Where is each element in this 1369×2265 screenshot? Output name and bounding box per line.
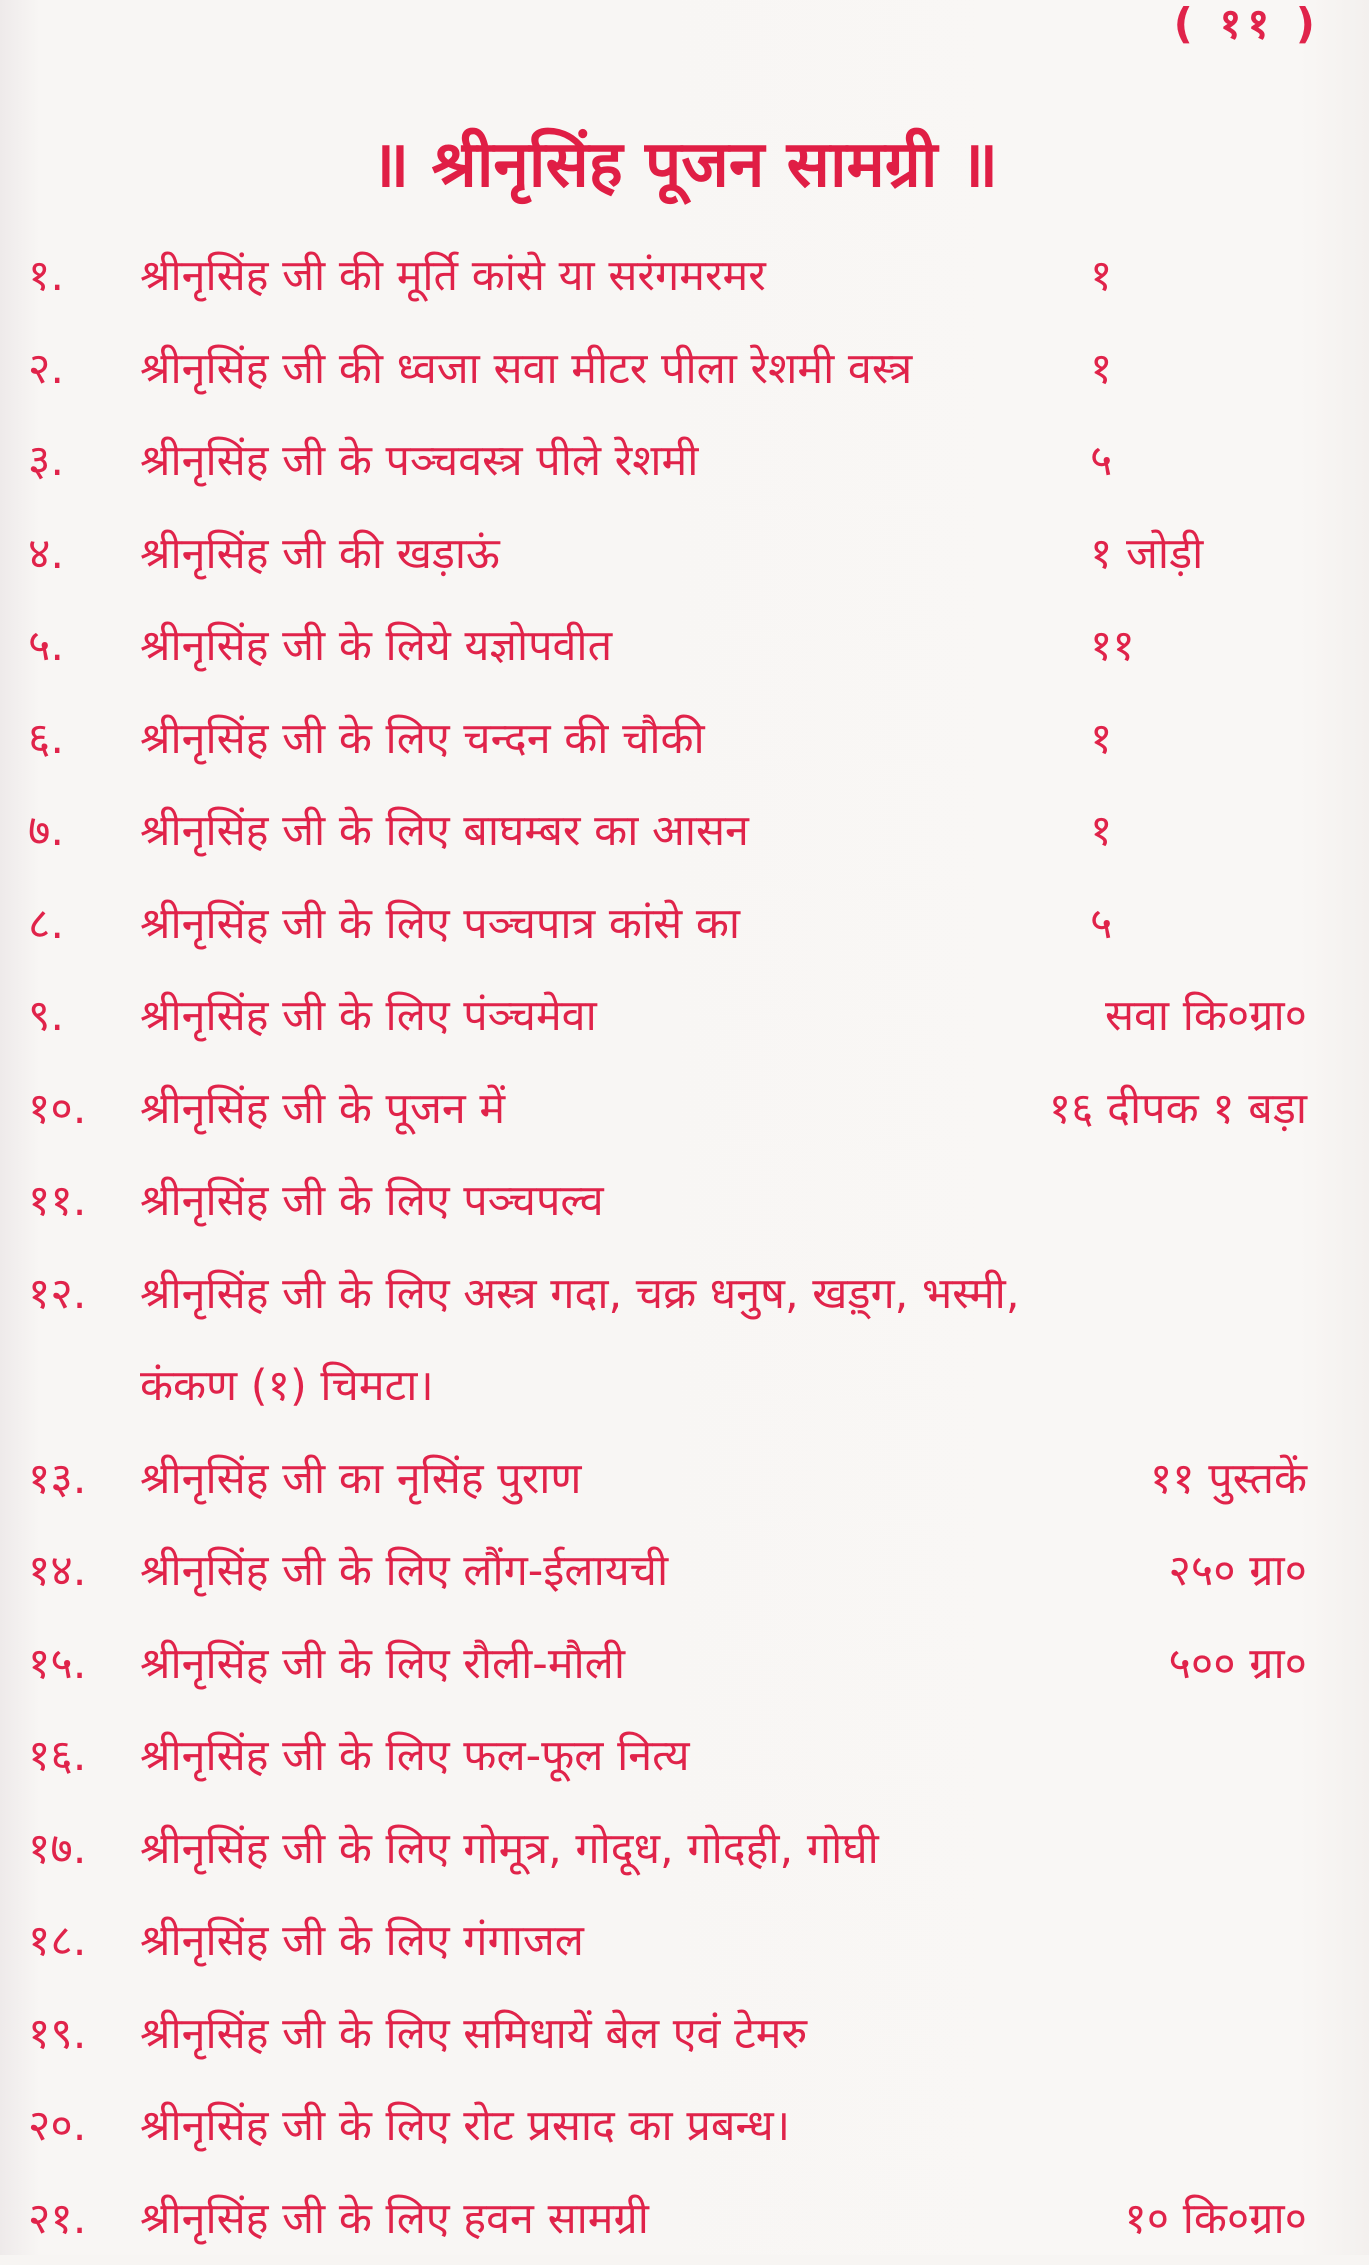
- list-item: [0, 600, 1369, 693]
- list-item: [0, 1525, 1369, 1618]
- item-quantity: १६ दीपक १ बड़ा: [1049, 1063, 1307, 1155]
- list-item: [0, 323, 1369, 416]
- item-text: श्रीनृसिंह जी के लिए रौली-मौली: [140, 1618, 625, 1710]
- item-quantity: १० कि०ग्रा०: [1124, 2173, 1307, 2265]
- list-item: [0, 1618, 1369, 1711]
- item-text: श्रीनृसिंह जी के लिए गोमूत्र, गोदूध, गोदही, गोघी: [140, 1803, 879, 1895]
- list-item: [0, 785, 1369, 878]
- list-item: [0, 1248, 1369, 1341]
- list-item: [0, 1433, 1369, 1526]
- item-text: श्रीनृसिंह जी के लिये यज्ञोपवीत: [140, 600, 612, 692]
- item-quantity: ११: [1090, 600, 1135, 692]
- item-text: श्रीनृसिंह जी की मूर्ति कांसे या सरंगमरमर: [140, 230, 766, 322]
- item-number: १०.: [28, 1063, 138, 1155]
- item-number: १७.: [28, 1803, 138, 1895]
- list-item: [0, 230, 1369, 323]
- item-text: श्रीनृसिंह जी के पूजन में: [140, 1063, 505, 1155]
- item-text: श्रीनृसिंह जी की ध्वजा सवा मीटर पीला रेशमी वस्त्र: [140, 323, 912, 415]
- item-quantity: ५०० ग्रा०: [1169, 1618, 1308, 1710]
- item-text: श्रीनृसिंह जी की खड़ाऊं: [140, 508, 500, 600]
- item-list: [0, 230, 1369, 2265]
- list-item: [0, 970, 1369, 1063]
- item-text: श्रीनृसिंह जी के लिए बाघम्बर का आसन: [140, 785, 749, 877]
- item-quantity: १ जोड़ी: [1090, 508, 1203, 600]
- item-text: श्रीनृसिंह जी के लिए रोट प्रसाद का प्रबन्ध।: [140, 2080, 790, 2172]
- item-text: श्रीनृसिंह जी के लिए समिधायें बेल एवं टेमरु: [140, 1988, 807, 2080]
- item-quantity: २५० ग्रा०: [1169, 1525, 1308, 1617]
- item-number: ११.: [28, 1155, 138, 1247]
- item-text: श्रीनृसिंह जी के लिए पंञ्चमेवा: [140, 970, 597, 1062]
- item-number: १३.: [28, 1433, 138, 1525]
- item-text: श्रीनृसिंह जी के लिए हवन सामग्री: [140, 2173, 649, 2265]
- item-number: १८.: [28, 1895, 138, 1987]
- item-number: ८.: [28, 878, 138, 970]
- item-text: श्रीनृसिंह जी के लिए पञ्चपल्व: [140, 1155, 604, 1247]
- item-quantity: १: [1090, 693, 1112, 785]
- item-number: १२.: [28, 1248, 138, 1340]
- item-text: श्रीनृसिंह जी के लिए चन्दन की चौकी: [140, 693, 705, 785]
- item-text: श्रीनृसिंह जी के पञ्चवस्त्र पीले रेशमी: [140, 415, 698, 507]
- item-number: ५.: [28, 600, 138, 692]
- item-number: २१.: [28, 2173, 138, 2265]
- list-item: [0, 693, 1369, 786]
- item-text: श्रीनृसिंह जी के लिए लौंग-ईलायची: [140, 1525, 668, 1617]
- list-item: [0, 1063, 1369, 1156]
- item-text: श्रीनृसिंह जी के लिए अस्त्र गदा, चक्र धनुष, खड़्ग, भस्मी,: [140, 1248, 1020, 1340]
- item-text: श्रीनृसिंह जी का नृसिंह पुराण: [140, 1433, 582, 1525]
- list-item-continuation: [0, 1340, 1369, 1433]
- list-item: [0, 1988, 1369, 2081]
- item-text: श्रीनृसिंह जी के लिए फल-फूल नित्य: [140, 1710, 690, 1802]
- item-quantity: सवा कि०ग्रा०: [1105, 970, 1307, 1062]
- list-item: [0, 1155, 1369, 1248]
- item-number: १६.: [28, 1710, 138, 1802]
- item-text: कंकण (१) चिमटा।: [140, 1340, 434, 1432]
- list-item: [0, 878, 1369, 971]
- item-text: श्रीनृसिंह जी के लिए पञ्चपात्र कांसे का: [140, 878, 740, 970]
- page-title: ॥ श्रीनृसिंह पूजन सामग्री ॥: [0, 118, 1369, 205]
- item-number: १४.: [28, 1525, 138, 1617]
- item-number: ७.: [28, 785, 138, 877]
- item-quantity: १: [1090, 785, 1112, 877]
- list-item: [0, 2080, 1369, 2173]
- item-number: ३.: [28, 415, 138, 507]
- item-number: ९.: [28, 970, 138, 1062]
- item-quantity: ११ पुस्तकें: [1150, 1433, 1307, 1525]
- item-text: श्रीनृसिंह जी के लिए गंगाजल: [140, 1895, 584, 1987]
- item-number: २.: [28, 323, 138, 415]
- item-number: १५.: [28, 1618, 138, 1710]
- list-item: [0, 1895, 1369, 1988]
- item-number: ६.: [28, 693, 138, 785]
- list-item: [0, 1710, 1369, 1803]
- item-number: १९.: [28, 1988, 138, 2080]
- item-quantity: ५: [1090, 415, 1112, 507]
- item-number: ४.: [28, 508, 138, 600]
- page-number: ( ११ ): [1174, 0, 1321, 51]
- list-item: [0, 508, 1369, 601]
- list-item: [0, 1803, 1369, 1896]
- list-item: [0, 2173, 1369, 2265]
- item-quantity: ५: [1090, 878, 1112, 970]
- item-number: १.: [28, 230, 138, 322]
- item-quantity: १: [1090, 323, 1112, 415]
- item-number: २०.: [28, 2080, 138, 2172]
- item-quantity: १: [1090, 230, 1112, 322]
- list-item: [0, 415, 1369, 508]
